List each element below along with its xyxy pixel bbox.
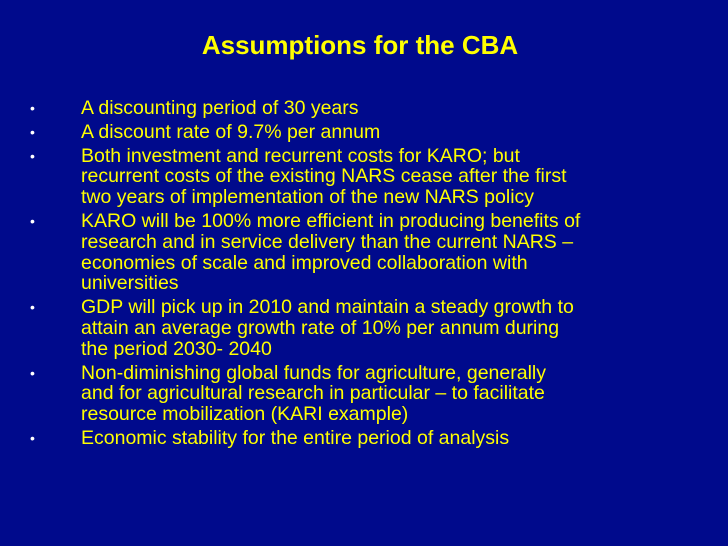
bullet-line: two years of implementation of the new NARS policy [81,186,535,209]
bullet-line: Both investment and recurrent costs for KARO; but [81,144,520,167]
bullet-icon: • [30,147,35,164]
bullet-line: A discounting period of 30 years [81,97,359,119]
bullet-item [30,297,710,359]
bullet-item [30,122,710,143]
bullet-list [30,98,710,452]
bullet-item [30,146,710,208]
bullet-line: research and in service delivery than the current NARS – [81,230,574,253]
bullet-line: Economic stability for the entire period of analysis [81,426,510,449]
bullet-icon: • [30,364,35,381]
slide-title: Assumptions for the CBA [201,30,519,60]
bullet-line: A discount rate of 9.7% per annum [81,120,381,143]
bullet-item [30,98,710,119]
bullet-line: universities [81,272,179,295]
bullet-icon: • [30,100,35,116]
bullet-line: attain an average growth rate of 10% per annum during [81,316,560,339]
bullet-line: economies of scale and improved collaboration with [81,251,528,274]
bullet-item [30,363,710,425]
bullet-line: Non-diminishing global funds for agriculture, generally [81,361,547,384]
bullet-item [30,211,710,294]
bullet-line: KARO will be 100% more efficient in producing benefits of [81,209,581,232]
bullet-item [30,428,710,449]
bullet-line: the period 2030- 2040 [81,337,272,360]
bullet-line: recurrent costs of the existing NARS cease after the first [81,165,567,188]
bullet-icon: • [30,123,35,140]
bullet-line: GDP will pick up in 2010 and maintain a steady growth to [81,296,574,319]
bullet-icon: • [30,429,35,446]
bullet-icon: • [30,299,35,316]
bullet-line: resource mobilization (KARI example) [81,403,409,426]
bullet-line: and for agricultural research in particular – to facilitate [81,382,545,405]
bullet-icon: • [30,212,35,229]
